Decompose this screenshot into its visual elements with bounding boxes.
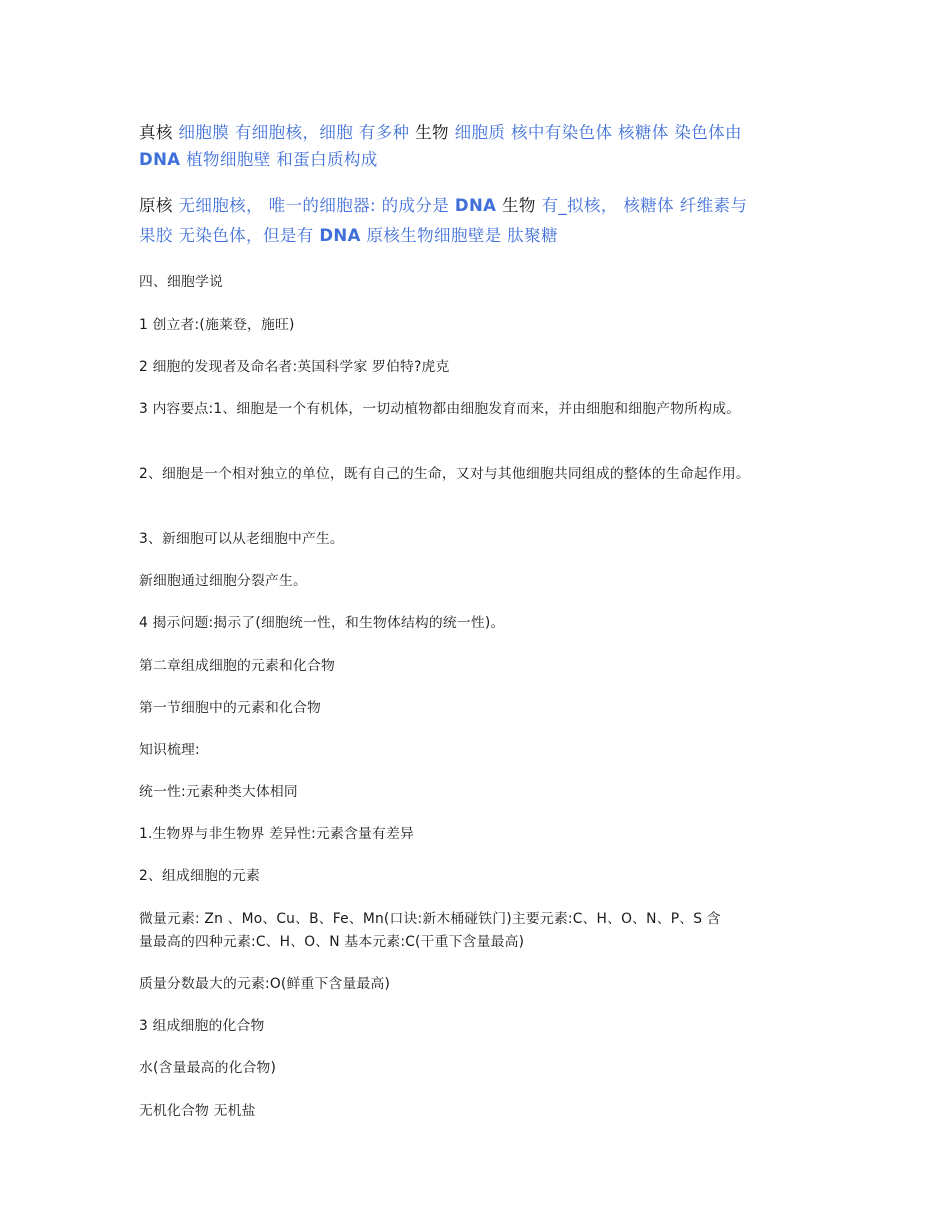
paragraph-line: 1.生物界与非生物界 差异性:元素含量有差异 <box>139 826 414 842</box>
paragraph-line: 3 内容要点:1、细胞是一个有机体，一切动植物都由细胞发育而来，并由细胞和细胞产物所构成。 <box>139 401 741 417</box>
eukaryote-organism-label: 生物 <box>415 123 449 142</box>
paragraph-line: 质量分数最大的元素:O(鲜重下含量最高) <box>139 976 391 992</box>
prokaryote-dna-2: DNA <box>319 226 361 245</box>
paragraph-line: 2、组成细胞的元素 <box>139 868 260 884</box>
eukaryote-text-2: 细胞质 核中有染色体 核糖体 染色体由 <box>454 123 742 142</box>
paragraph-line: 3、新细胞可以从老细胞中产生。 <box>139 531 344 547</box>
prokaryote-text-4: 原核生物细胞壁是 肽聚糖 <box>366 226 558 245</box>
paragraph-line: 无机化合物 无机盐 <box>139 1103 256 1119</box>
prokaryote-line-2 <box>139 222 558 246</box>
paragraph-line: 4 揭示问题:揭示了(细胞统一性，和生物体结构的统一性)。 <box>139 615 505 631</box>
paragraph-line: 水(含量最高的化合物) <box>139 1060 277 1076</box>
eukaryote-dna: DNA <box>139 150 181 169</box>
eukaryote-label: 真核 <box>139 123 173 142</box>
eukaryote-text-3: 植物细胞壁 和蛋白质构成 <box>186 150 378 169</box>
prokaryote-label: 原核 <box>139 196 173 215</box>
paragraph-line: 2、细胞是一个相对独立的单位，既有自己的生命，又对与其他细胞共同组成的整体的生命起作用。 <box>139 466 750 482</box>
prokaryote-text-3: 果胶 无染色体，但是有 <box>139 226 314 245</box>
prokaryote-dna-1: DNA <box>454 196 497 215</box>
eukaryote-line-1 <box>139 119 742 143</box>
paragraph-line: 新细胞通过细胞分裂产生。 <box>139 573 307 589</box>
prokaryote-text-2: 有_拟核， 核糖体 纤维素与 <box>541 196 748 215</box>
prokaryote-text-1: 无细胞核， 唯一的细胞器: 的成分是 <box>178 196 450 215</box>
paragraph-line: 2 细胞的发现者及命名者:英国科学家 罗伯特?虎克 <box>139 359 450 375</box>
paragraph-line: 微量元素: Zn 、Mo、Cu、B、Fe、Mn(口诀:新木桶碰铁门)主要元素:C、H、O、N、P、S 含 <box>139 911 721 927</box>
paragraph-line: 量最高的四种元素:C、H、O、N 基本元素:C(干重下含量最高) <box>139 934 525 950</box>
paragraph-line: 3 组成细胞的化合物 <box>139 1018 265 1034</box>
chapter-heading: 第二章组成细胞的元素和化合物 <box>139 658 335 674</box>
eukaryote-text-1: 细胞膜 有细胞核，细胞 有多种 <box>178 123 410 142</box>
paragraph-line: 知识梳理: <box>139 742 200 758</box>
prokaryote-line-1 <box>139 192 747 216</box>
eukaryote-line-2 <box>139 146 378 170</box>
prokaryote-organism-label: 生物 <box>502 196 536 215</box>
section-heading: 第一节细胞中的元素和化合物 <box>139 700 321 716</box>
paragraph-line: 统一性:元素种类大体相同 <box>139 784 298 800</box>
paragraph-line: 四、细胞学说 <box>139 274 223 290</box>
paragraph-line: 1 创立者:(施莱登，施旺) <box>139 317 295 333</box>
